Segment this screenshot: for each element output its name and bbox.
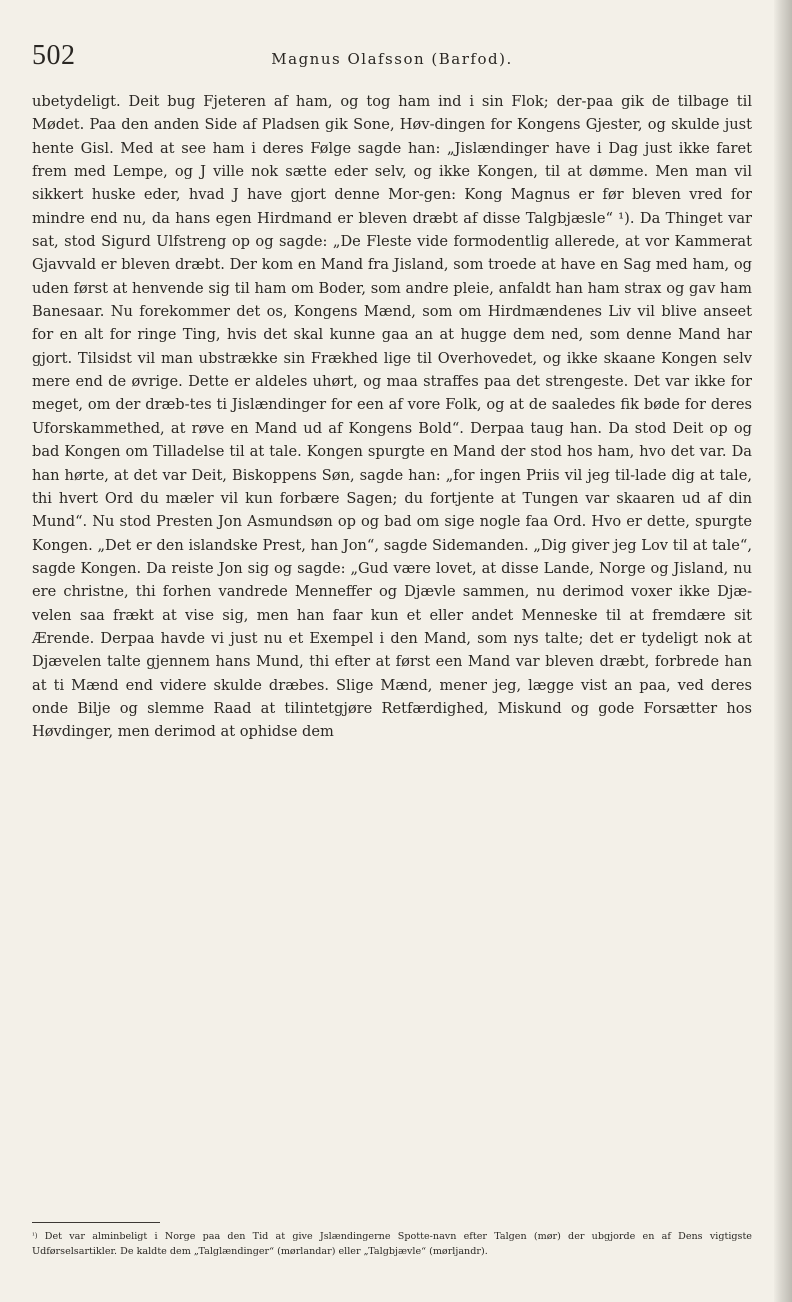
- running-title: Magnus Olafsson (Barfod).: [271, 50, 513, 68]
- footnote: [32, 1230, 752, 1259]
- body-text: ubetydeligt. Deit bug Fjeteren af ham, og tog ham ind i sin Flok; der-paa gik de tilbage til Mødet. Paa den anden Side af Pladsen gik Sone, Høv-dingen for Kongens Gjester, og skulde just hente Gisl. Med at see ham i deres Følge sagde han: „Jislændinger have i Dag just ikke faret frem med Lempe, og J ville nok sætte eder selv, og ikke Kongen, til at dømme. Men man vil sikkert huske eder, hvad J have gjort denne Mor-gen: Kong Magnus er før bleven vred for mindre end nu, da hans egen Hirdmand er bleven dræbt af disse Talgbjæsle“ ¹). Da Thinget var sat, stod Sigurd Ulfstreng op og sagde: „De Fleste vide formodentlig allerede, at vor Kammerat Gjavvald er bleven dræbt. Der kom en Mand fra Jisland, som troede at have en Sag med ham, og uden først at henvende sig til ham om Boder, som andre pleie, anfaldt han ham strax og gav ham Banesaar. Nu forekommer det os, Kongens Mænd, som om Hirdmændenes Liv vil blive anseet for en alt for ringe Ting, hvis det skal kunne gaa an at hugge dem ned, som denne Mand har gjort. Tilsidst vil man ubstrække sin Frækhed lige til Overhovedet, og ikke skaane Kongen selv mere end de øvrige. Dette er aldeles uhørt, og maa straffes paa det strengeste. Det var ikke for meget, om der dræb-tes ti Jislændinger for een af vore Folk, og at de saaledes fik bøde for deres Uforskammethed, at røve en Mand ud af Kongens Bold“. Derpaa taug han. Da stod Deit op og bad Kongen om Tilladelse til at tale. Kongen spurgte en Mand der stod hos ham, hvo det var. Da han hørte, at det var Deit, Biskoppens Søn, sagde han: „for ingen Priis vil jeg til-lade dig at tale, thi hvert Ord du mæler vil kun forbære Sagen; du fortjente at Tungen var skaaren ud af din Mund“. Nu stod Presten Jon Asmundsøn op og bad om sige nogle faa Ord. Hvo er dette, spurgte Kongen. „Det er den islandske Prest, han Jon“, sagde Sidemanden. „Dig giver jeg Lov til at tale“, sagde Kongen. Da reiste Jon sig og sagde: „Gud være lovet, at disse Lande, Norge og Jisland, nu ere christne, thi forhen vandrede Menneffer og Djævle sammen, nu derimod voxer ikke Djæ-velen saa frækt at vise sig, men han faar kun et eller andet Menneske til at fremdære sit Ærende. Derpaa havde vi just nu et Exempel i den Mand, som nys talte; det er tydeligt nok at Djævelen talte gjennem hans Mund, thi efter at først een Mand var bleven dræbt, forbrede han at ti Mænd end videre skulde dræbes. Slige Mænd, mener jeg, lægge vist an paa, ved deres onde Bilje og slemme Raad at tilintetgjøre Retfærdighed, Miskund og gode Forsætter hos Høvdinger, men derimod at ophidse dem: [32, 93, 752, 741]
- footnote-marker: ¹): [32, 1232, 38, 1240]
- page-number: 502: [32, 40, 76, 71]
- page-binding-edge: [774, 0, 792, 1302]
- footnote-text: Det var alminbeligt i Norge paa den Tid at give Jslændingerne Spotte-navn efter Talgen (mør) der ubgjorde en af Dens vigtigste Udførselsartikler. De kaldte dem „Talglændinger“ (mørlandar) eller „Talgbjævle“ (mørljandr).: [32, 1231, 752, 1257]
- footnote-divider: [32, 1222, 160, 1223]
- page-header: [32, 40, 752, 74]
